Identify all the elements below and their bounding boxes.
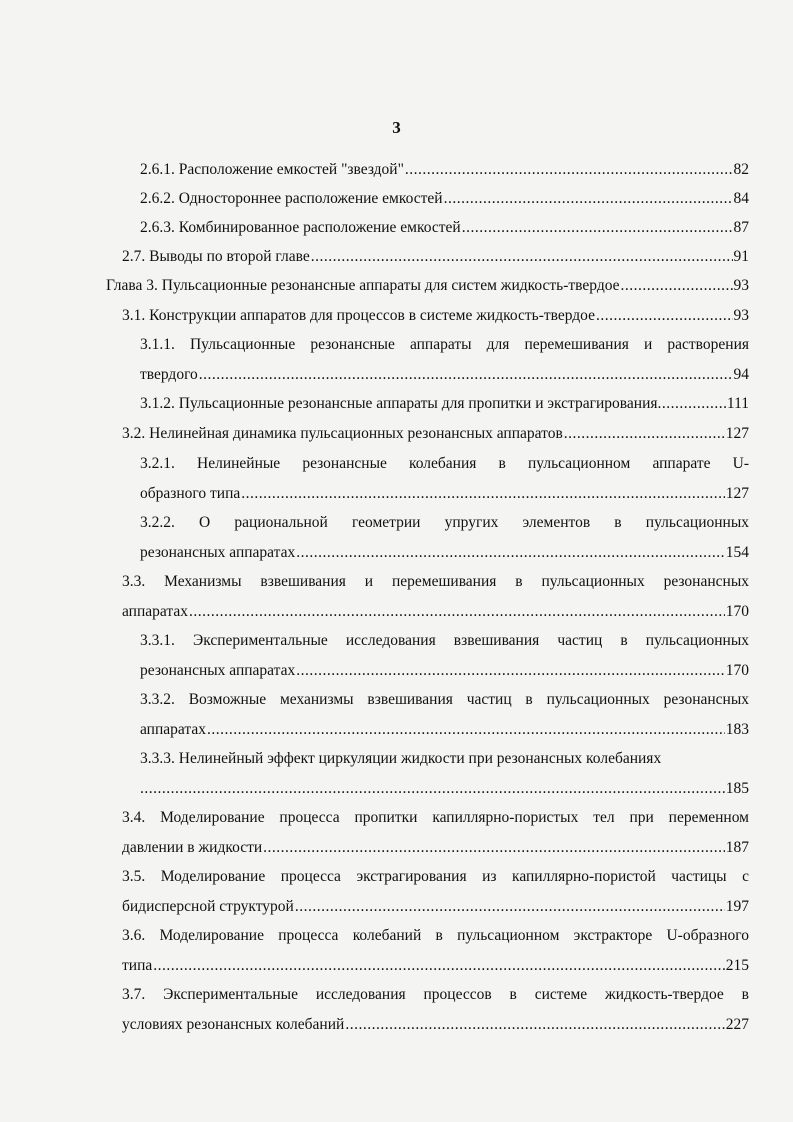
toc-entry-page: 127 <box>725 484 749 502</box>
toc-entry-title: 3.3.1. Экспериментальные исследования взвешивания частиц в пульсационных <box>140 632 749 649</box>
toc-entry-3-3-3 <box>140 744 749 803</box>
toc-entry-3-5 <box>122 862 749 921</box>
toc-entry-page: 154 <box>725 543 749 561</box>
toc-entry-page: 215 <box>725 956 749 974</box>
toc-entry-title: 3.5. Моделирование процесса экстрагирования из капиллярно-пористой частицы с <box>122 868 749 885</box>
toc-entry-page: 82 <box>733 161 749 178</box>
toc-entry-2-6-3 <box>140 213 749 243</box>
toc-entry-title: 2.7. Выводы по второй главе <box>122 248 310 265</box>
toc-entry-page: 183 <box>725 720 749 738</box>
toc-entry-page: 91 <box>733 248 749 265</box>
toc-entry-page: 93 <box>733 307 749 324</box>
toc-entry-3-2 <box>122 419 749 449</box>
toc-entry-3-3 <box>122 567 749 626</box>
toc-entry-title: Глава 3. Пульсационные резонансные аппараты для систем жидкость-твердое <box>106 277 620 294</box>
toc-entry-title: 3.1.1. Пульсационные резонансные аппараты для перемешивания и растворения <box>140 336 749 353</box>
toc-entry-title: 3.3. Механизмы взвешивания и перемешивания в пульсационных резонансных <box>122 573 749 590</box>
toc-entry-page: 197 <box>725 897 749 915</box>
toc-entry-page: 185 <box>725 779 749 797</box>
toc-entry-3-2-2 <box>140 508 749 567</box>
toc-entry-title: 3.3.3. Нелинейный эффект циркуляции жидкости при резонансных колебаниях <box>140 750 662 767</box>
toc-entry-title: 2.6.3. Комбинированное расположение емкостей <box>140 219 461 236</box>
toc-entry-title-cont: резонансных аппаратах <box>140 661 296 679</box>
toc-entry-3-4 <box>122 803 749 862</box>
toc-entry-page: 87 <box>733 219 749 236</box>
toc-entry-3-6 <box>122 921 749 980</box>
toc-entry-page: 170 <box>725 602 749 620</box>
toc-entry-title: 2.6.2. Одностороннее расположение емкостей <box>140 190 443 207</box>
toc-entry-3-3-1 <box>140 626 749 685</box>
toc-entry-title: 3.2. Нелинейная динамика пульсационных резонансных аппаратов <box>122 425 563 442</box>
toc-entry-title-cont: аппаратах <box>122 602 188 620</box>
toc-entry-title: 3.3.2. Возможные механизмы взвешивания частиц в пульсационных резонансных <box>140 691 749 708</box>
toc-entry-page: 93 <box>733 277 749 294</box>
toc-entry-title-cont: аппаратах <box>140 720 206 738</box>
toc-entry-page: 127 <box>725 425 749 442</box>
toc-entry-page: 94 <box>733 365 749 383</box>
toc-entry-title: 2.6.1. Расположение емкостей "звездой" <box>140 161 404 178</box>
toc-entry-title-cont: резонансных аппаратах <box>140 543 296 561</box>
toc-entry-title: 3.4. Моделирование процесса пропитки капиллярно-пористых тел при переменном <box>122 809 749 826</box>
toc-entry-title: 3.7. Экспериментальные исследования процессов в системе жидкость-твердое в <box>122 986 749 1003</box>
toc-entry-page: 170 <box>725 661 749 679</box>
toc-entry-title-cont: условиях резонансных колебаний <box>122 1015 345 1033</box>
toc-entry-title-cont: типа <box>122 956 153 974</box>
toc-entry-page: 111 <box>726 395 749 412</box>
toc-entry-title: 3.1.2. Пульсационные резонансные аппараты для пропитки и экстрагирования <box>140 395 658 412</box>
toc-entry-title-cont: образного типа <box>140 484 241 502</box>
toc-entry-page: 187 <box>725 838 749 856</box>
toc-entry-3-1-1 <box>140 330 749 389</box>
toc-entry-3-3-2 <box>140 685 749 744</box>
toc-entry-title-cont: бидисперсной структурой <box>122 897 294 915</box>
toc-entry-chapter-3 <box>106 271 749 301</box>
toc-entry-3-2-1 <box>140 449 749 508</box>
toc-entry-title: 3.1. Конструкции аппаратов для процессов в системе жидкость-твердое <box>122 307 595 324</box>
toc-entry-title: 3.2.2. О рациональной геометрии упругих элементов в пульсационных <box>140 514 749 531</box>
toc-entry-page: 84 <box>733 190 749 207</box>
toc-entry-title-cont: давлении в жидкости <box>122 838 263 856</box>
page-number: 3 <box>392 118 401 137</box>
toc-entry-title-cont: твердого <box>140 365 198 383</box>
toc-entry-title: 3.2.1. Нелинейные резонансные колебания в пульсационном аппарате U- <box>140 455 749 472</box>
toc-entry-title: 3.6. Моделирование процесса колебаний в пульсационном экстракторе U-образного <box>122 927 749 944</box>
toc-entry-3-7 <box>122 980 749 1039</box>
toc-entry-3-1-2 <box>140 389 749 419</box>
toc-entry-2-6-1 <box>140 155 749 185</box>
toc-entry-2-6-2 <box>140 184 749 214</box>
toc-entry-page: 227 <box>725 1015 749 1033</box>
toc-entry-3-1 <box>122 301 749 331</box>
toc-entry-2-7 <box>122 242 749 272</box>
